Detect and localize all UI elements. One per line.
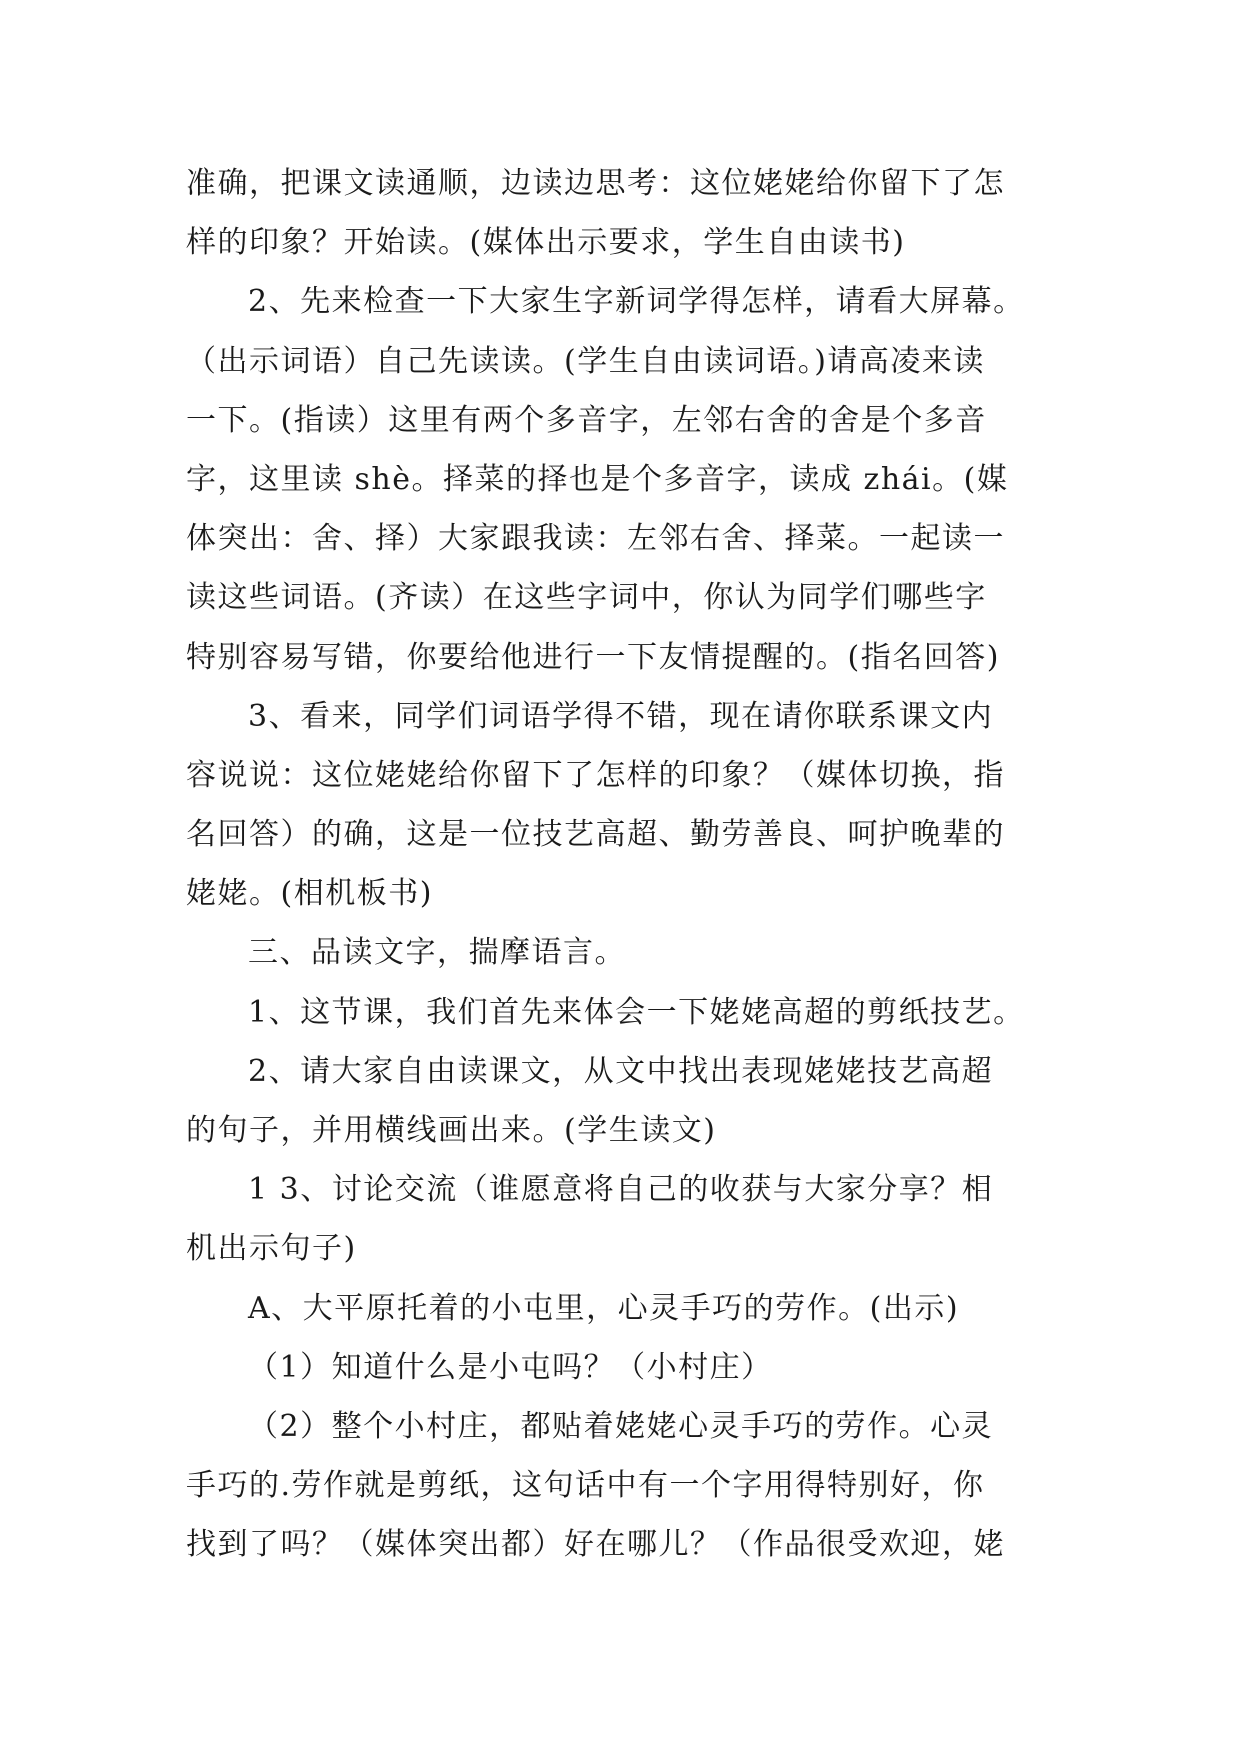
text-line: A、大平原托着的小屯里，心灵手巧的劳作。(出示) bbox=[248, 1290, 960, 1326]
text-line: 1、这节课，我们首先来体会一下姥姥高超的剪纸技艺。 bbox=[248, 994, 1025, 1030]
text-line: 机出示句子) bbox=[186, 1231, 357, 1267]
text-line: 2、请大家自由读课文，从文中找出表现姥姥技艺高超 bbox=[248, 1053, 994, 1089]
text-line: 找到了吗？（媒体突出都）好在哪儿？（作品很受欢迎，姥 bbox=[186, 1527, 1005, 1563]
text-line: （出示词语）自己先读读。(学生自由读词语。)请高凌来读 bbox=[186, 343, 985, 379]
text-line: 体突出：舍、择）大家跟我读：左邻右舍、择菜。一起读一 bbox=[186, 521, 1005, 557]
text-line: 准确，把课文读通顺，边读边思考：这位姥姥给你留下了怎 bbox=[186, 166, 1005, 201]
text-line: 2、先来检查一下大家生字新词学得怎样，请看大屏幕。 bbox=[248, 284, 1025, 320]
text-line: 名回答）的确，这是一位技艺高超、勤劳善良、呵护晚辈的 bbox=[186, 817, 1005, 853]
text-line: 特别容易写错，你要给他进行一下友情提醒的。(指名回答) bbox=[186, 639, 1000, 675]
text-line: 三、品读文字，揣摩语言。 bbox=[248, 935, 626, 971]
text-line: 的句子，并用横线画出来。(学生读文) bbox=[186, 1113, 717, 1148]
text-line: 手巧的.劳作就是剪纸，这句话中有一个字用得特别好，你 bbox=[186, 1468, 985, 1504]
text-line: （2）整个小村庄，都贴着姥姥心灵手巧的劳作。心灵 bbox=[248, 1408, 994, 1444]
text-line: 样的印象？开始读。(媒体出示要求，学生自由读书) bbox=[186, 225, 906, 261]
text-line: 读这些词语。(齐读）在这些字词中，你认为同学们哪些字 bbox=[186, 580, 987, 616]
text-line: （1）知道什么是小屯吗？（小村庄） bbox=[248, 1349, 773, 1385]
text-line: 字，这里读 shè。择菜的择也是个多音字，读成 zhái。(媒 bbox=[186, 461, 1009, 497]
text-line: 1 3、讨论交流（谁愿意将自己的收获与大家分享？相 bbox=[248, 1172, 994, 1208]
text-line: 一下。(指读）这里有两个多音字，左邻右舍的舍是个多音 bbox=[186, 402, 987, 438]
text-line: 姥姥。(相机板书) bbox=[186, 876, 433, 912]
text-line: 容说说：这位姥姥给你留下了怎样的印象？（媒体切换，指 bbox=[186, 757, 1005, 793]
text-line: 3、看来，同学们词语学得不错，现在请你联系课文内 bbox=[248, 698, 994, 734]
document-body bbox=[186, 154, 1066, 1575]
